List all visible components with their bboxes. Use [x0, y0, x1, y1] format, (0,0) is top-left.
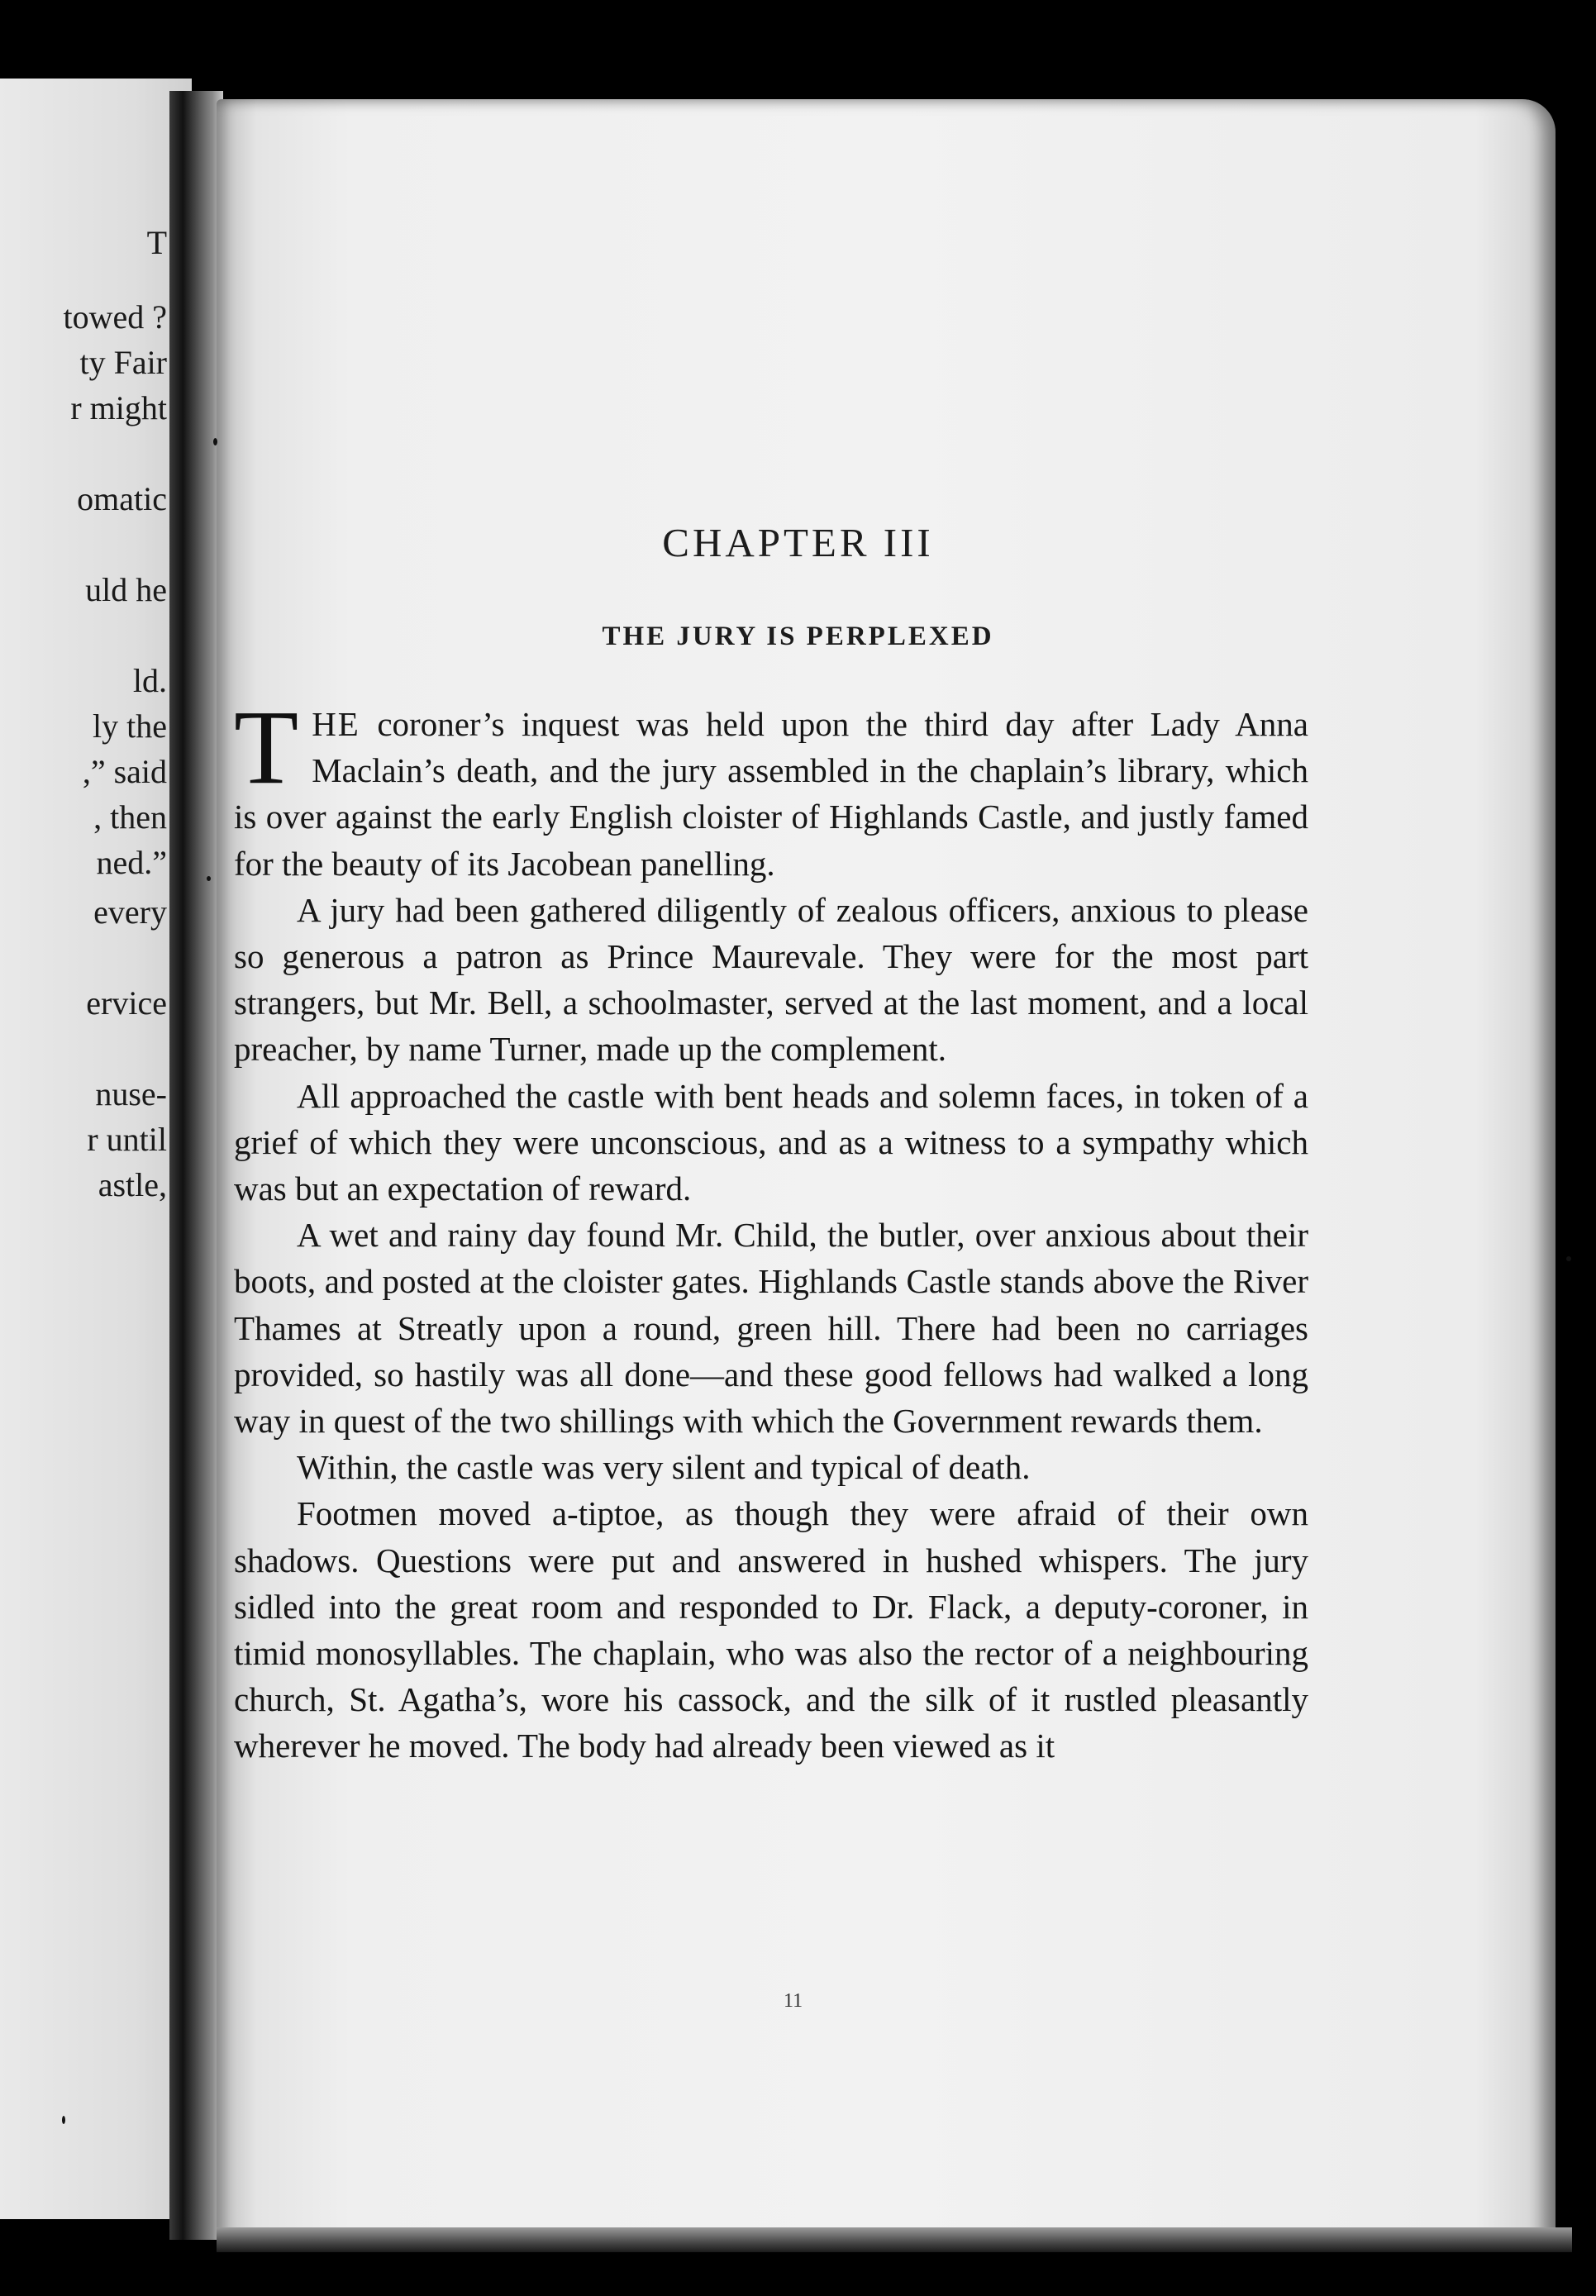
chapter-title: CHAPTER III [662, 520, 934, 565]
scan-speck [207, 876, 211, 881]
first-word-rest: HE [312, 705, 360, 743]
drop-cap: T [234, 688, 299, 806]
paragraph-text: coroner’s inquest was held upon the third day after Lady Anna Maclain’s death, and the jury assembled in the chaplain’s library, which is over against the early English cloister of Highlands Castle, and justly famed for the beauty of its Jacobean panelling. [234, 705, 1308, 883]
left-page-line: towed ? [63, 298, 167, 336]
paragraph: Within, the castle was very silent and typical of death. [297, 1448, 1031, 1487]
left-page-line: nuse- [95, 1075, 167, 1112]
left-page-line: ty Fair [79, 344, 167, 381]
left-page-line: ly the [93, 707, 167, 745]
paragraph [234, 688, 1308, 887]
chapter-subtitle: THE JURY IS PERPLEXED [602, 622, 994, 651]
left-page-line: uld he [85, 571, 167, 608]
book-gutter [169, 91, 223, 2240]
paragraph: All approached the castle with bent heads and solemn faces, in token of a grief of which they were unconscious, and as a witness to a sympathy which was but an expectation of reward. [234, 1076, 1308, 1208]
left-page-line: astle, [98, 1166, 167, 1203]
left-page-line: T [146, 224, 167, 261]
left-page-line: every [93, 893, 167, 931]
scan-speck [1566, 1256, 1571, 1261]
left-page-line: ervice [86, 984, 167, 1022]
left-page-line: r might [70, 389, 167, 426]
page-bottom-edge [217, 2227, 1572, 2252]
left-page-line: omatic [77, 480, 167, 517]
paragraph: Footmen moved a-tiptoe, as though they were afraid of their own shadows. Questions were put and answered in hushed whispers. The jury sidled into the great room and responded to Dr. Flack, a deputy-coroner, in timid monosyllables. The chaplain, who was also the rector of a neighbouring church, St. Agatha’s, wore his cassock, and the silk of it rustled pleasantly wherever he moved. The body had already been viewed as it [234, 1494, 1308, 1765]
chapter-body [234, 688, 1308, 1770]
scan-speck [213, 438, 217, 445]
left-page [0, 79, 192, 2219]
left-page-line: , then [93, 798, 167, 836]
paragraph: A jury had been gathered diligently of zealous officers, anxious to please so generous a patron as Prince Maurevale. They were for the most part strangers, but Mr. Bell, a schoolmaster, served at the last moment, and a local preacher, by name Turner, made up the complement. [234, 890, 1308, 1069]
left-page-line: ld. [132, 662, 167, 699]
page-number: 11 [784, 1990, 803, 2012]
left-page-line: ned.” [96, 844, 167, 881]
left-page-line: ,” said [82, 753, 167, 790]
paragraph: A wet and rainy day found Mr. Child, the butler, over anxious about their boots, and posted at the cloister gates. Highlands Castle stands above the River Thames at Streatly upon a round, green hill. There had been no carriages provided, so hastily was all done—and these good fellows had walked a long way in quest of the two shillings with which the Government rewards them. [234, 1216, 1308, 1441]
left-page-line: r until [87, 1121, 167, 1158]
scan-speck [62, 2116, 65, 2124]
